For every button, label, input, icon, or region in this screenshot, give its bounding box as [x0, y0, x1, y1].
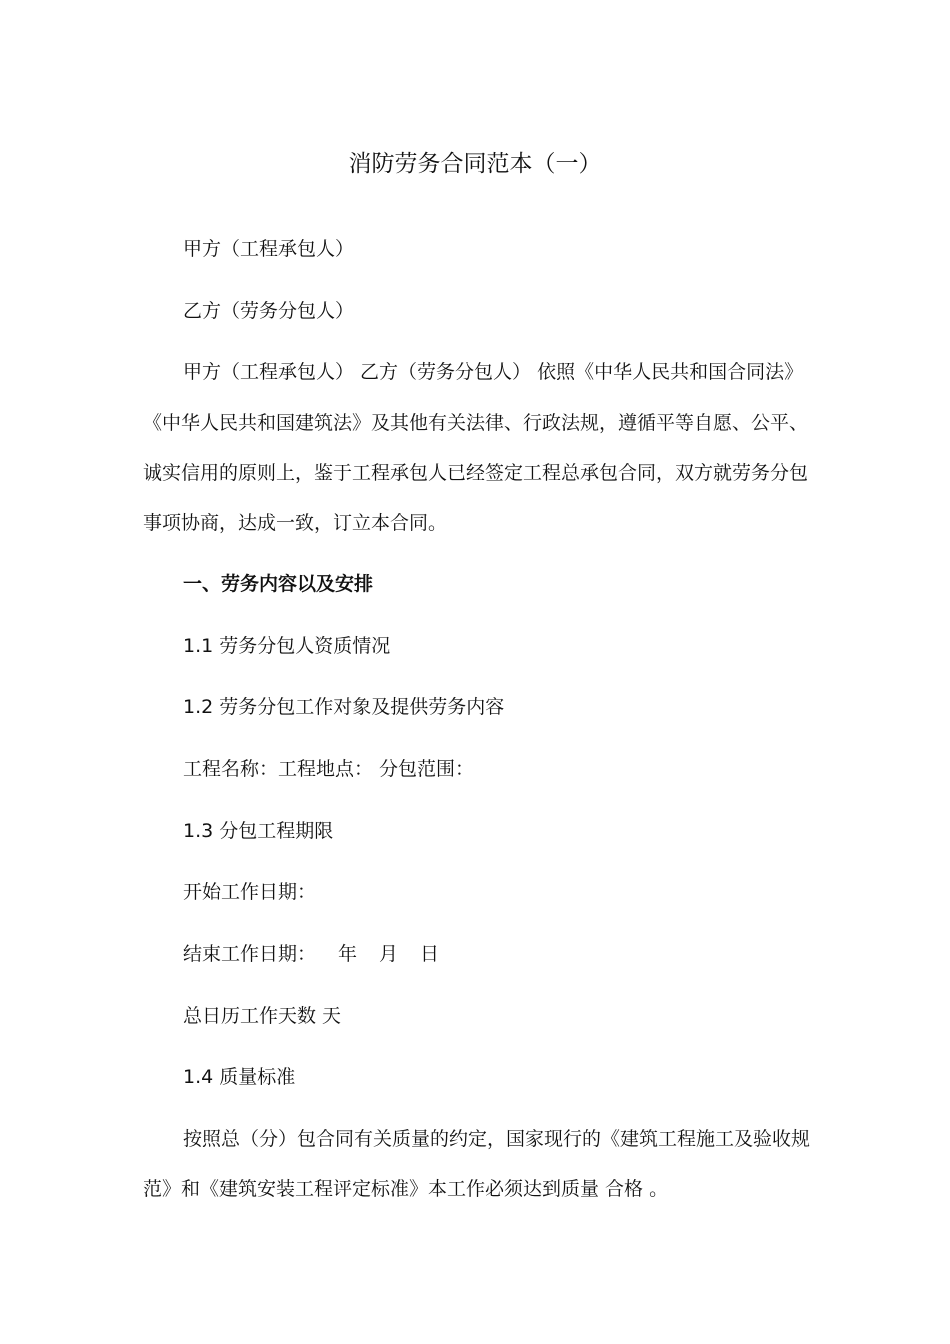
party-a-line: 甲方（工程承包人）	[183, 238, 355, 260]
document-title: 消防劳务合同范本（一）	[348, 151, 602, 177]
section-1-heading: 一、劳务内容以及安排	[183, 573, 374, 595]
party-b-line: 乙方（劳务分包人）	[183, 300, 355, 322]
quality-line-2: 范》和《建筑安装工程评定标准》本工作必须达到质量 合格 。	[143, 1178, 669, 1200]
end-date-line	[183, 940, 439, 968]
intro-line-3: 诚实信用的原则上，鉴于工程承包人已经签定工程总承包合同，双方就劳务分包	[143, 462, 809, 484]
intro-line-2: 《中华人民共和国建筑法》及其他有关法律、行政法规，遵循平等自愿、公平、	[143, 412, 809, 434]
start-date-line: 开始工作日期：	[183, 881, 317, 903]
item-1-1: 1.1 劳务分包人资质情况	[183, 635, 391, 657]
total-days-line: 总日历工作天数 天	[183, 1005, 342, 1027]
item-1-3: 1.3 分包工程期限	[183, 820, 334, 842]
item-1-4: 1.4 质量标准	[183, 1066, 296, 1088]
item-1-2: 1.2 劳务分包工作对象及提供劳务内容	[183, 696, 505, 718]
intro-line-1: 甲方（工程承包人） 乙方（劳务分包人） 依照《中华人民共和国合同法》	[183, 361, 804, 383]
quality-line-1: 按照总（分）包合同有关质量的约定，国家现行的《建筑工程施工及验收规	[183, 1128, 811, 1150]
intro-line-4: 事项协商，达成一致，订立本合同。	[143, 512, 448, 534]
end-date-year: 年	[338, 943, 358, 965]
end-date-day: 日	[420, 943, 440, 965]
end-date-month: 月	[379, 943, 399, 965]
project-fields-line: 工程名称：工程地点： 分包范围：	[183, 758, 475, 780]
end-date-label: 结束工作日期：	[183, 943, 317, 965]
